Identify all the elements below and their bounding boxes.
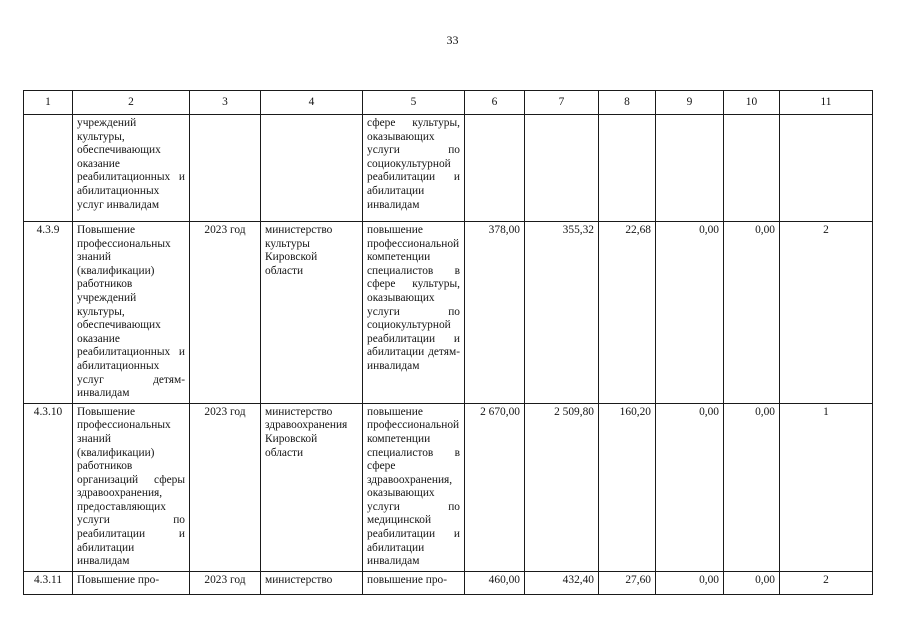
amount-col9 [656,115,724,222]
table-row [24,571,873,594]
column-header: 9 [656,91,724,115]
column-header: 11 [780,91,873,115]
amount-col7: 355,32 [525,222,599,404]
amount-total: 460,00 [465,571,525,594]
responsible-executor: министерство здравоохранения Кировской области [261,403,363,571]
measure-name: учреждений культуры, обеспечивающих оказание реабилитационных и абилитационных услуг инвалидам [73,115,190,222]
table-row [24,403,873,571]
amount-col10: 0,00 [724,222,780,404]
column-header: 3 [190,91,261,115]
expected-result: повышение про- [363,571,465,594]
amount-col7 [525,115,599,222]
table-row [24,222,873,404]
amount-col9: 0,00 [656,403,724,571]
amount-col8 [599,115,656,222]
item-number: 4.3.10 [24,403,73,571]
indicator-ref: 2 [780,222,873,404]
amount-col8: 27,60 [599,571,656,594]
amount-col8: 160,20 [599,403,656,571]
column-header: 2 [73,91,190,115]
column-header: 4 [261,91,363,115]
amount-total [465,115,525,222]
amount-col8: 22,68 [599,222,656,404]
measure-name: Повышение профессиональных знаний (квалификации) работников организаций сферы здравоохранения, предоставляющих услуги по реабилитации и абилитации инвалидам [73,403,190,571]
measures-table [23,90,873,595]
measure-name: Повышение профессиональных знаний (квалификации) работников учреждений культуры, обеспечивающих оказание реабилитационных и абилитационных услуг детям-инвалидам [73,222,190,404]
amount-col7: 432,40 [525,571,599,594]
deadline: 2023 год [190,403,261,571]
responsible-executor [261,115,363,222]
column-number-row [24,91,873,115]
item-number: 4.3.11 [24,571,73,594]
expected-result: повышение профессиональной компетенции специалистов в сфере культуры, оказывающих услуги по социокультурной реабилитации и абилитации детям-инвалидам [363,222,465,404]
expected-result: повышение профессиональной компетенции специалистов в сфере здравоохранения, оказывающих услуги по медицинской реабилитации и абилитации инвалидам [363,403,465,571]
indicator-ref [780,115,873,222]
measure-name: Повышение про- [73,571,190,594]
column-header: 6 [465,91,525,115]
item-number: 4.3.9 [24,222,73,404]
amount-col9: 0,00 [656,571,724,594]
amount-col10 [724,115,780,222]
indicator-ref: 2 [780,571,873,594]
amount-total: 2 670,00 [465,403,525,571]
column-header: 10 [724,91,780,115]
column-header: 8 [599,91,656,115]
amount-col9: 0,00 [656,222,724,404]
indicator-ref: 1 [780,403,873,571]
responsible-executor: министерство [261,571,363,594]
column-header: 1 [24,91,73,115]
item-number [24,115,73,222]
expected-result: сфере культуры, оказывающих услуги по социокультурной реабилитации и абилитации инвалидам [363,115,465,222]
deadline: 2023 год [190,222,261,404]
page-number: 33 [446,33,459,47]
deadline [190,115,261,222]
column-header: 5 [363,91,465,115]
amount-col7: 2 509,80 [525,403,599,571]
amount-col10: 0,00 [724,403,780,571]
deadline: 2023 год [190,571,261,594]
amount-total: 378,00 [465,222,525,404]
amount-col10: 0,00 [724,571,780,594]
table-row [24,115,873,222]
column-header: 7 [525,91,599,115]
responsible-executor: министерство культуры Кировской области [261,222,363,404]
